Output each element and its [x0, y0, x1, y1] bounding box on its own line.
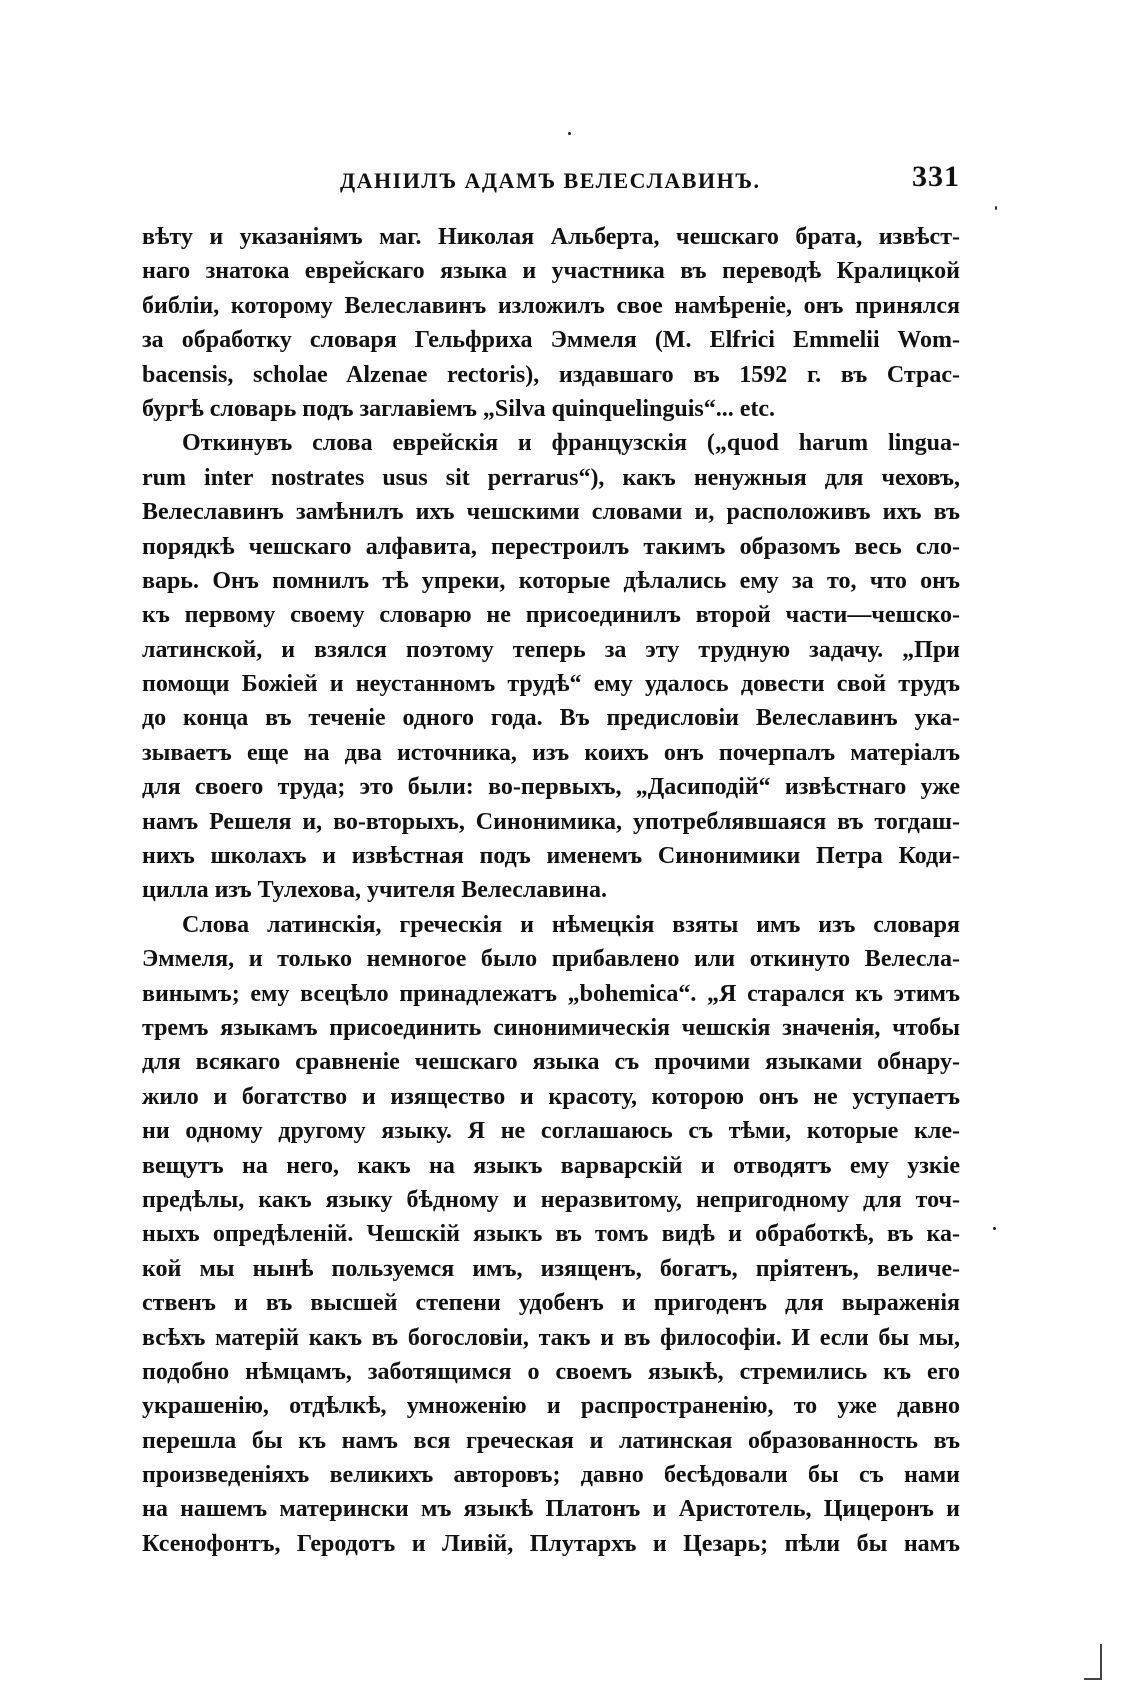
text-line: Эммеля, и только немногое было прибавлено или откинуто Велесла-: [142, 946, 960, 973]
text-line: порядкѣ чешскаго алфавита, перестроилъ такимъ образомъ весь сло-: [142, 533, 960, 560]
text-line: за обработку словаря Гельфриха Эммеля (M. Elfrici Emmelii Wom-: [142, 327, 960, 354]
print-speck: [995, 206, 997, 210]
paragraph: [142, 220, 960, 426]
text-line: библіи, которому Велеславинъ изложилъ свое намѣреніе, онъ принялся: [142, 292, 960, 319]
text-line: ственъ и въ высшей степени удобенъ и пригоденъ для выраженія: [142, 1290, 960, 1317]
text-line: ныхъ опредѣленій. Чешскій языкъ въ томъ видѣ и обработкѣ, въ ка-: [142, 1221, 960, 1248]
text-line: намъ Решеля и, во-вторыхъ, Синонимика, употреблявшаяся въ тогдаш-: [142, 808, 960, 835]
text-line: для своего труда; это были: во-первыхъ, „Дасиподій“ извѣстнаго уже: [142, 774, 960, 801]
text-line: помощи Божіей и неустанномъ трудѣ“ ему удалось довести свой трудъ: [142, 671, 960, 698]
text-line: зываетъ еще на два источника, изъ коихъ онъ почерпалъ матеріалъ: [142, 739, 960, 766]
text-line: Откинувъ слова еврейскія и французскія („quod harum lingua-: [182, 430, 960, 457]
page-number: 331: [912, 160, 960, 193]
text-line: бургѣ словарь подъ заглавіемъ „Silva quinquelinguis“... etc.: [142, 395, 776, 422]
text-line: къ первому своему словарю не присоединилъ второй части—чешско-: [142, 602, 960, 629]
text-line: до конца въ теченіе одного года. Въ предисловіи Велеславинъ ука-: [142, 705, 960, 732]
print-speck: [993, 1227, 996, 1230]
text-line: rum inter nostrates usus sit perrarus“), какъ ненужныя для чеховъ,: [142, 464, 960, 491]
text-line: жило и богатство и изящество и красоту, которою онъ не уступаетъ: [142, 1083, 960, 1110]
text-line: bacensis, scholae Alzenae rectoris), издавшаго въ 1592 г. въ Страс-: [142, 361, 960, 388]
text-line: Слова латинскія, греческія и нѣмецкія взяты имъ изъ словаря: [182, 911, 960, 938]
text-line: латинской, и взялся поэтому теперь за эту трудную задачу. „При: [142, 636, 960, 663]
text-line: всѣхъ матерій какъ въ богословіи, такъ и въ философіи. И если бы мы,: [142, 1324, 960, 1351]
text-line: вещутъ на него, какъ на языкъ варварскій и отводятъ ему узкіе: [142, 1152, 960, 1179]
text-line: подобно нѣмцамъ, заботящимся о своемъ языкѣ, стремились къ его: [142, 1358, 960, 1385]
text-line: для всякаго сравненіе чешскаго языка съ прочими языками обнару-: [142, 1049, 960, 1076]
text-line: варь. Онъ помнилъ тѣ упреки, которые дѣлались ему за то, что онъ: [142, 567, 960, 594]
text-line: тремъ языкамъ присоединить синонимическія чешскія значенія, чтобы: [142, 1014, 960, 1041]
print-speck: [568, 132, 571, 135]
paragraph: [142, 908, 960, 1561]
text-line: Велеславинъ замѣнилъ ихъ чешскими словами и, расположивъ ихъ въ: [142, 499, 960, 526]
text-line: нихъ школахъ и извѣстная подъ именемъ Синонимики Петра Коди-: [142, 843, 960, 870]
body-text: [142, 220, 960, 1561]
text-line: Ксенофонтъ, Геродотъ и Ливій, Плутархъ и Цезарь; пѣли бы намъ: [142, 1530, 960, 1557]
text-line: произведеніяхъ великихъ авторовъ; давно бесѣдовали бы съ нами: [142, 1462, 960, 1489]
text-line: вѣту и указаніямъ маг. Николая Альберта, чешскаго брата, извѣст-: [142, 224, 960, 250]
text-line: украшенію, отдѣлкѣ, умноженію и распространенію, то уже давно: [142, 1393, 960, 1420]
running-head: ДАНІИЛЪ АДАМЪ ВЕЛЕСЛАВИНЪ.: [340, 168, 761, 193]
page-header: [140, 158, 960, 198]
text-line: кой мы нынѣ пользуемся имъ, изященъ, богатъ, пріятенъ, величе-: [142, 1255, 960, 1282]
page-corner-mark: [1084, 1644, 1102, 1680]
text-line: цилла изъ Тулехова, учителя Велеславина.: [142, 877, 607, 904]
text-line: перешла бы къ намъ вся греческая и латинская образованность въ: [142, 1427, 960, 1454]
text-line: предѣлы, какъ языку бѣдному и неразвитому, непригодному для точ-: [142, 1186, 960, 1213]
text-line: наго знатока еврейскаго языка и участника въ переводѣ Кралицкой: [142, 258, 960, 285]
text-line: на нашемъ матерински мъ языкѣ Платонъ и Аристотель, Цицеронъ и: [142, 1496, 960, 1523]
text-line: винымъ; ему всецѣло принадлежатъ „bohemica“. „Я старался къ этимъ: [142, 980, 960, 1007]
text-line: ни одному другому языку. Я не соглашаюсь съ тѣми, которые кле-: [142, 1118, 960, 1145]
paragraph: [142, 426, 960, 907]
